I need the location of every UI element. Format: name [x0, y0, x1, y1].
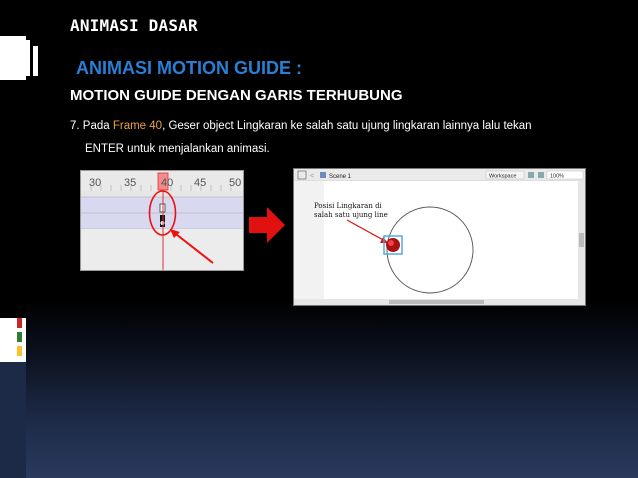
- arrow-right-icon: [247, 205, 287, 250]
- step-rest: , Geser object Lingkaran ke salah satu ujung lingkaran lainnya lalu tekan: [162, 120, 532, 132]
- tick-30: 30: [89, 177, 102, 189]
- scene-label: Scene 1: [329, 174, 352, 180]
- decor-bars-top: [17, 36, 39, 76]
- tick-50: 50: [229, 177, 242, 189]
- timeline-screenshot: [80, 170, 244, 271]
- timeline-graphic: [81, 171, 243, 270]
- step-text: [70, 115, 610, 161]
- svg-text:<: <: [310, 173, 315, 180]
- step-prefix: 7. Pada: [70, 120, 113, 132]
- stage-screenshot: [293, 168, 586, 306]
- step-line2: ENTER untuk menjalankan animasi.: [85, 143, 270, 155]
- annotation-line-2: salah satu ujung line: [314, 211, 388, 219]
- stage-graphic: [294, 169, 585, 305]
- frame-highlight: Frame 40: [112, 120, 163, 132]
- tick-40: 40: [161, 177, 174, 189]
- tick-35: 35: [124, 177, 137, 189]
- subtitle: ANIMASI MOTION GUIDE :: [76, 58, 302, 78]
- annotation-line-1: Posisi Lingkaran di: [314, 202, 382, 210]
- section-heading: MOTION GUIDE DENGAN GARIS TERHUBUNG: [70, 87, 403, 104]
- slide-header: ANIMASI DASAR: [70, 16, 198, 35]
- tick-45: 45: [194, 177, 207, 189]
- workspace-menu: Workspace: [489, 173, 517, 180]
- zoom-select: 100%: [550, 173, 565, 180]
